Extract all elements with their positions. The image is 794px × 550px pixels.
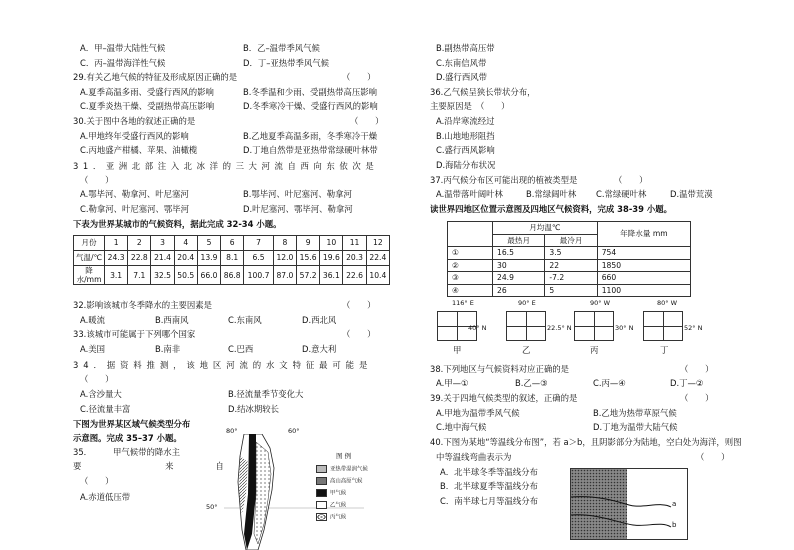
table-cell: 22.8 bbox=[128, 251, 151, 266]
q29-option-d: D.冬季寒冷干燥、受盛行西风的影响 bbox=[243, 101, 378, 111]
q39-option-b: B.乙地为热带草原气候 bbox=[593, 408, 677, 418]
q35-answer-paren: （ ） bbox=[80, 476, 114, 486]
q39-answer-paren: （ ） bbox=[680, 393, 714, 403]
table-cell: 6.5 bbox=[244, 251, 273, 266]
lon-60-label: 60° bbox=[288, 427, 300, 435]
legend-swatch bbox=[316, 501, 327, 509]
q33-option-d: D.意大利 bbox=[302, 344, 337, 354]
table-cell: 月份 bbox=[74, 236, 105, 251]
grid-top-label: 116° E bbox=[452, 299, 474, 307]
q35-stem-1: 35． 甲气候带的降水主 bbox=[73, 447, 180, 457]
table-cell: 30 bbox=[493, 259, 545, 272]
table-row bbox=[448, 259, 691, 272]
q36-option-d: D.海陆分布状况 bbox=[436, 160, 496, 170]
q30-option-d: D.丁地自然带是亚热带常绿硬叶林带 bbox=[243, 145, 378, 155]
legend-item bbox=[316, 465, 368, 473]
grid-name-label: 甲 bbox=[453, 345, 462, 355]
table-cell: 6 bbox=[221, 236, 244, 251]
table-cell: 5 bbox=[197, 236, 220, 251]
table-cell: 24.9 bbox=[493, 272, 545, 285]
table-row bbox=[448, 247, 691, 260]
q36-option-c: C.盛行西风影响 bbox=[436, 145, 495, 155]
table-cell: 3 bbox=[151, 236, 174, 251]
q38-answer-paren: （ ） bbox=[680, 364, 714, 374]
table-cell: 3.1 bbox=[105, 266, 128, 285]
table-cell: 10.4 bbox=[366, 266, 389, 285]
legend-item bbox=[316, 501, 346, 509]
q37-option-a: A.温带落叶阔叶林 bbox=[436, 189, 503, 199]
q32-stem: 32.影响该城市冬季降水的主要因素是 bbox=[73, 300, 212, 310]
q36-option-a: A.沿岸寒流经过 bbox=[436, 116, 495, 126]
table-intro: 下表为世界某城市的气候资料，据此完成 32-34 小题。 bbox=[73, 219, 282, 229]
q38-option-b: B.乙—③ bbox=[515, 378, 548, 388]
lat-50-label: 50° bbox=[206, 503, 218, 511]
q38-intro: 读世界四地区位置示意图及四地区气候资料，完成 38-39 小题。 bbox=[430, 204, 672, 214]
table-cell: 最冷月 bbox=[545, 234, 597, 247]
q39-option-a: A.甲地为温带季风气候 bbox=[436, 408, 520, 418]
q31-option-a: A.鄂毕河、勒拿河、叶尼塞河 bbox=[80, 189, 189, 199]
table-cell: 3.5 bbox=[545, 247, 597, 260]
table-cell: ③ bbox=[448, 272, 493, 285]
q37-stem: 37.丙气候分布区可能出现的植被类型是 bbox=[430, 175, 578, 185]
q30-option-c: C.丙地盛产柑橘、苹果、油橄榄 bbox=[80, 145, 198, 155]
q28-option-d: D．丁–亚热带季风气候 bbox=[243, 58, 330, 68]
q39-option-d: D.丁地为温带大陆气候 bbox=[593, 422, 678, 432]
table-cell: 7.1 bbox=[128, 266, 151, 285]
q28-option-b: B．乙–温带季风气候 bbox=[243, 43, 320, 53]
q40-stem-1: 40.下图为某地“等温线分布图”，若 a＞b，且阴影部分为陆地，空白处为海洋，则图 bbox=[430, 437, 742, 447]
q34-option-d: D.结冰期较长 bbox=[228, 404, 279, 414]
table-cell: 12.0 bbox=[273, 251, 296, 266]
q40-answer-paren: （ ） bbox=[696, 452, 730, 462]
isotherm-figure bbox=[571, 469, 687, 539]
isotherm-diagram bbox=[570, 468, 688, 540]
table-cell: 19.6 bbox=[320, 251, 343, 266]
q38-option-d: D.丁—② bbox=[670, 378, 704, 388]
q36-option-b: B.山地地形阻挡 bbox=[436, 131, 495, 141]
table-cell: 1 bbox=[105, 236, 128, 251]
q40-stem-2: 中等温线弯曲表示为 bbox=[436, 452, 512, 462]
q29-option-c: C.夏季炎热干燥、受副热带高压影响 bbox=[80, 101, 215, 111]
legend-swatch bbox=[316, 513, 327, 521]
legend-label: 高山高原气候 bbox=[330, 478, 363, 485]
lon-80-label: 80° bbox=[226, 427, 238, 435]
q29-answer-paren: （ ） bbox=[342, 72, 376, 82]
table-row bbox=[448, 272, 691, 285]
q34-answer-paren: （ ） bbox=[80, 374, 114, 384]
q32-answer-paren: （ ） bbox=[342, 300, 376, 310]
q34-option-b: B.径流量季节变化大 bbox=[228, 389, 304, 399]
table-cell: -7.2 bbox=[545, 272, 597, 285]
table-row bbox=[448, 284, 691, 297]
table-cell: 13.9 bbox=[197, 251, 220, 266]
q36-stem-2: 主要原因是 bbox=[430, 101, 472, 111]
table-cell: 32.5 bbox=[151, 266, 174, 285]
legend-label: 亚热带湿润气候 bbox=[330, 466, 368, 473]
q40-option-c: C．南半球七月等温线分布 bbox=[440, 496, 538, 506]
table-row bbox=[74, 266, 390, 285]
table-cell: 66.0 bbox=[197, 266, 220, 285]
q37-option-d: D.温带荒漠 bbox=[670, 189, 713, 199]
isotherm-label-a: a bbox=[672, 500, 677, 508]
grid-top-label: 90° W bbox=[590, 299, 611, 307]
grid-top-label: 90° E bbox=[518, 299, 536, 307]
table-cell: 8.1 bbox=[221, 251, 244, 266]
table-row bbox=[74, 236, 390, 251]
table-cell: 16.5 bbox=[493, 247, 545, 260]
q30-answer-paren: （ ） bbox=[350, 116, 384, 126]
q35-option-a: A.赤道低压带 bbox=[80, 492, 131, 502]
q34-option-c: C.径流量丰富 bbox=[80, 404, 131, 414]
table-cell: 7 bbox=[244, 236, 273, 251]
table-cell: 20.3 bbox=[343, 251, 366, 266]
q31-option-b: B.鄂毕河、叶尼塞河、勒拿河 bbox=[243, 189, 352, 199]
legend-item bbox=[316, 513, 346, 521]
table-cell: 降水/mm bbox=[74, 266, 105, 285]
q34-stem: 34．据资料推测，该地区河流的水文特征最可能是 bbox=[73, 360, 373, 370]
grid-box bbox=[506, 311, 546, 341]
q34-option-a: A.含沙量大 bbox=[80, 389, 122, 399]
legend-item bbox=[316, 489, 346, 497]
table-cell: 22.6 bbox=[343, 266, 366, 285]
table-cell: ② bbox=[448, 259, 493, 272]
table-cell: 660 bbox=[597, 272, 690, 285]
table-cell: 15.6 bbox=[297, 251, 320, 266]
grid-top-label: 80° W bbox=[657, 299, 678, 307]
table-cell: 年降水量 mm bbox=[597, 222, 690, 247]
legend-title: 图 例 bbox=[336, 452, 352, 460]
table-cell: 57.2 bbox=[297, 266, 320, 285]
climate-region-map bbox=[206, 427, 368, 550]
q38-stem: 38.下列地区与气候资料对应正确的是 bbox=[430, 364, 569, 374]
q30-option-a: A.甲地终年受盛行西风的影响 bbox=[80, 131, 189, 141]
table-cell: ④ bbox=[448, 284, 493, 297]
table-cell: 气温/℃ bbox=[74, 251, 105, 266]
grid-box bbox=[643, 311, 683, 341]
grid-box bbox=[574, 311, 614, 341]
legend-label: 丙气候 bbox=[330, 514, 347, 521]
table-cell: 12 bbox=[366, 236, 389, 251]
q33-option-b: B.南非 bbox=[155, 344, 181, 354]
q37-answer-paren: （ ） bbox=[614, 175, 648, 185]
table-cell bbox=[448, 222, 493, 247]
grid-name-label: 乙 bbox=[522, 345, 531, 355]
table-cell: 20.4 bbox=[174, 251, 197, 266]
q29-stem: 29.有关乙地气候的特征及形成原因正确的是 bbox=[73, 72, 238, 82]
q40-option-a: A．北半球冬季等温线分布 bbox=[440, 467, 538, 477]
grid-side-label: 30° N bbox=[615, 324, 634, 332]
isotherm-label-b: b bbox=[672, 521, 677, 529]
table-cell: 8 bbox=[273, 236, 296, 251]
q30-option-b: B.乙地夏季高温多雨，冬季寒冷干燥 bbox=[243, 131, 378, 141]
table-cell: 2 bbox=[128, 236, 151, 251]
table-cell: 1850 bbox=[597, 259, 690, 272]
table-cell: 86.8 bbox=[221, 266, 244, 285]
table-cell: 22 bbox=[545, 259, 597, 272]
table-cell: 50.5 bbox=[174, 266, 197, 285]
q28-option-c: C．丙–温带海洋性气候 bbox=[80, 58, 166, 68]
q38-option-a: A.甲—① bbox=[436, 378, 469, 388]
table-cell: 754 bbox=[597, 247, 690, 260]
q33-stem: 33.该城市可能属于下列哪个国家 bbox=[73, 329, 196, 339]
q35-stem-2: 要 来 自 bbox=[73, 461, 224, 471]
legend-swatch bbox=[316, 465, 327, 473]
grid-side-label: 22.5° N bbox=[547, 324, 572, 332]
q32-option-a: A.暖流 bbox=[80, 315, 105, 325]
table-cell: 100.7 bbox=[244, 266, 273, 285]
region-climate-table bbox=[447, 221, 691, 297]
grid-side-label: 40° N bbox=[468, 324, 487, 332]
table-cell: 87.0 bbox=[273, 266, 296, 285]
table-cell: 9 bbox=[297, 236, 320, 251]
table-cell: 5 bbox=[545, 284, 597, 297]
q33-option-a: A.美国 bbox=[80, 344, 105, 354]
q35-option-c: C.东南信风带 bbox=[436, 58, 487, 68]
q29-option-b: B.冬季温和少雨、受副热带高压影响 bbox=[243, 87, 378, 97]
table-row bbox=[74, 251, 390, 266]
q30-stem: 30.关于图中各地的叙述正确的是 bbox=[73, 116, 196, 126]
grid-name-label: 丙 bbox=[590, 345, 599, 355]
legend-label: 乙气候 bbox=[330, 502, 347, 509]
legend-label: 甲气候 bbox=[330, 490, 347, 497]
q36-stem-1: 36.乙气候呈狭长带状分布， bbox=[430, 87, 536, 97]
q33-option-c: C.巴西 bbox=[228, 344, 254, 354]
table-cell: 10 bbox=[320, 236, 343, 251]
q36-answer-paren: （ ） bbox=[476, 101, 510, 111]
table-cell: 22.4 bbox=[366, 251, 389, 266]
q38-option-c: C.丙—④ bbox=[593, 378, 626, 388]
table-cell: 24.3 bbox=[105, 251, 128, 266]
legend-swatch bbox=[316, 477, 327, 485]
grid-side-label: 52° N bbox=[684, 324, 703, 332]
q32-option-b: B.西南风 bbox=[155, 315, 189, 325]
table-cell: ① bbox=[448, 247, 493, 260]
table-cell: 月均温℃ bbox=[493, 222, 598, 235]
q39-stem: 39.关于四地气候类型的叙述，正确的是 bbox=[430, 393, 578, 403]
legend-item bbox=[316, 477, 362, 485]
q35-option-b: B.副热带高压带 bbox=[436, 43, 495, 53]
table-row bbox=[448, 222, 691, 235]
map-intro-1: 下图为世界某区域气候类型分布 bbox=[73, 419, 191, 429]
q39-option-c: C.地中海气候 bbox=[436, 422, 487, 432]
q31-option-c: C.勒拿河、叶尼塞河、鄂毕河 bbox=[80, 204, 190, 214]
q28-option-a: A．甲–温带大陆性气候 bbox=[80, 43, 166, 53]
table-cell: 11 bbox=[343, 236, 366, 251]
table-cell: 26 bbox=[493, 284, 545, 297]
q35-option-d: D.盛行西风带 bbox=[436, 72, 487, 82]
table-cell: 21.4 bbox=[151, 251, 174, 266]
q32-option-c: C.东南风 bbox=[228, 315, 262, 325]
table-cell: 36.1 bbox=[320, 266, 343, 285]
table-cell: 最热月 bbox=[493, 234, 545, 247]
grid-name-label: 丁 bbox=[660, 345, 669, 355]
legend-swatch bbox=[316, 489, 327, 497]
q31-stem: 31．亚洲北部注入北冰洋的三大河流自西向东依次是 bbox=[73, 161, 379, 171]
q32-option-d: D.西北风 bbox=[302, 315, 337, 325]
table-cell: 1100 bbox=[597, 284, 690, 297]
city-climate-table bbox=[73, 235, 390, 285]
q37-option-b: B.常绿阔叶林 bbox=[526, 189, 577, 199]
q29-option-a: A.夏季高温多雨、受盛行西风的影响 bbox=[80, 87, 214, 97]
q31-answer-paren: （ ） bbox=[80, 175, 114, 185]
table-cell: 4 bbox=[174, 236, 197, 251]
q33-answer-paren: （ ） bbox=[342, 329, 376, 339]
map-intro-2: 示意图。完成 35–37 小题。 bbox=[73, 433, 182, 443]
q31-option-d: D.叶尼塞河、鄂毕河、勒拿河 bbox=[243, 204, 353, 214]
q40-option-b: B．北半球夏季等温线分布 bbox=[440, 481, 538, 491]
q37-option-c: C.常绿硬叶林 bbox=[596, 189, 647, 199]
